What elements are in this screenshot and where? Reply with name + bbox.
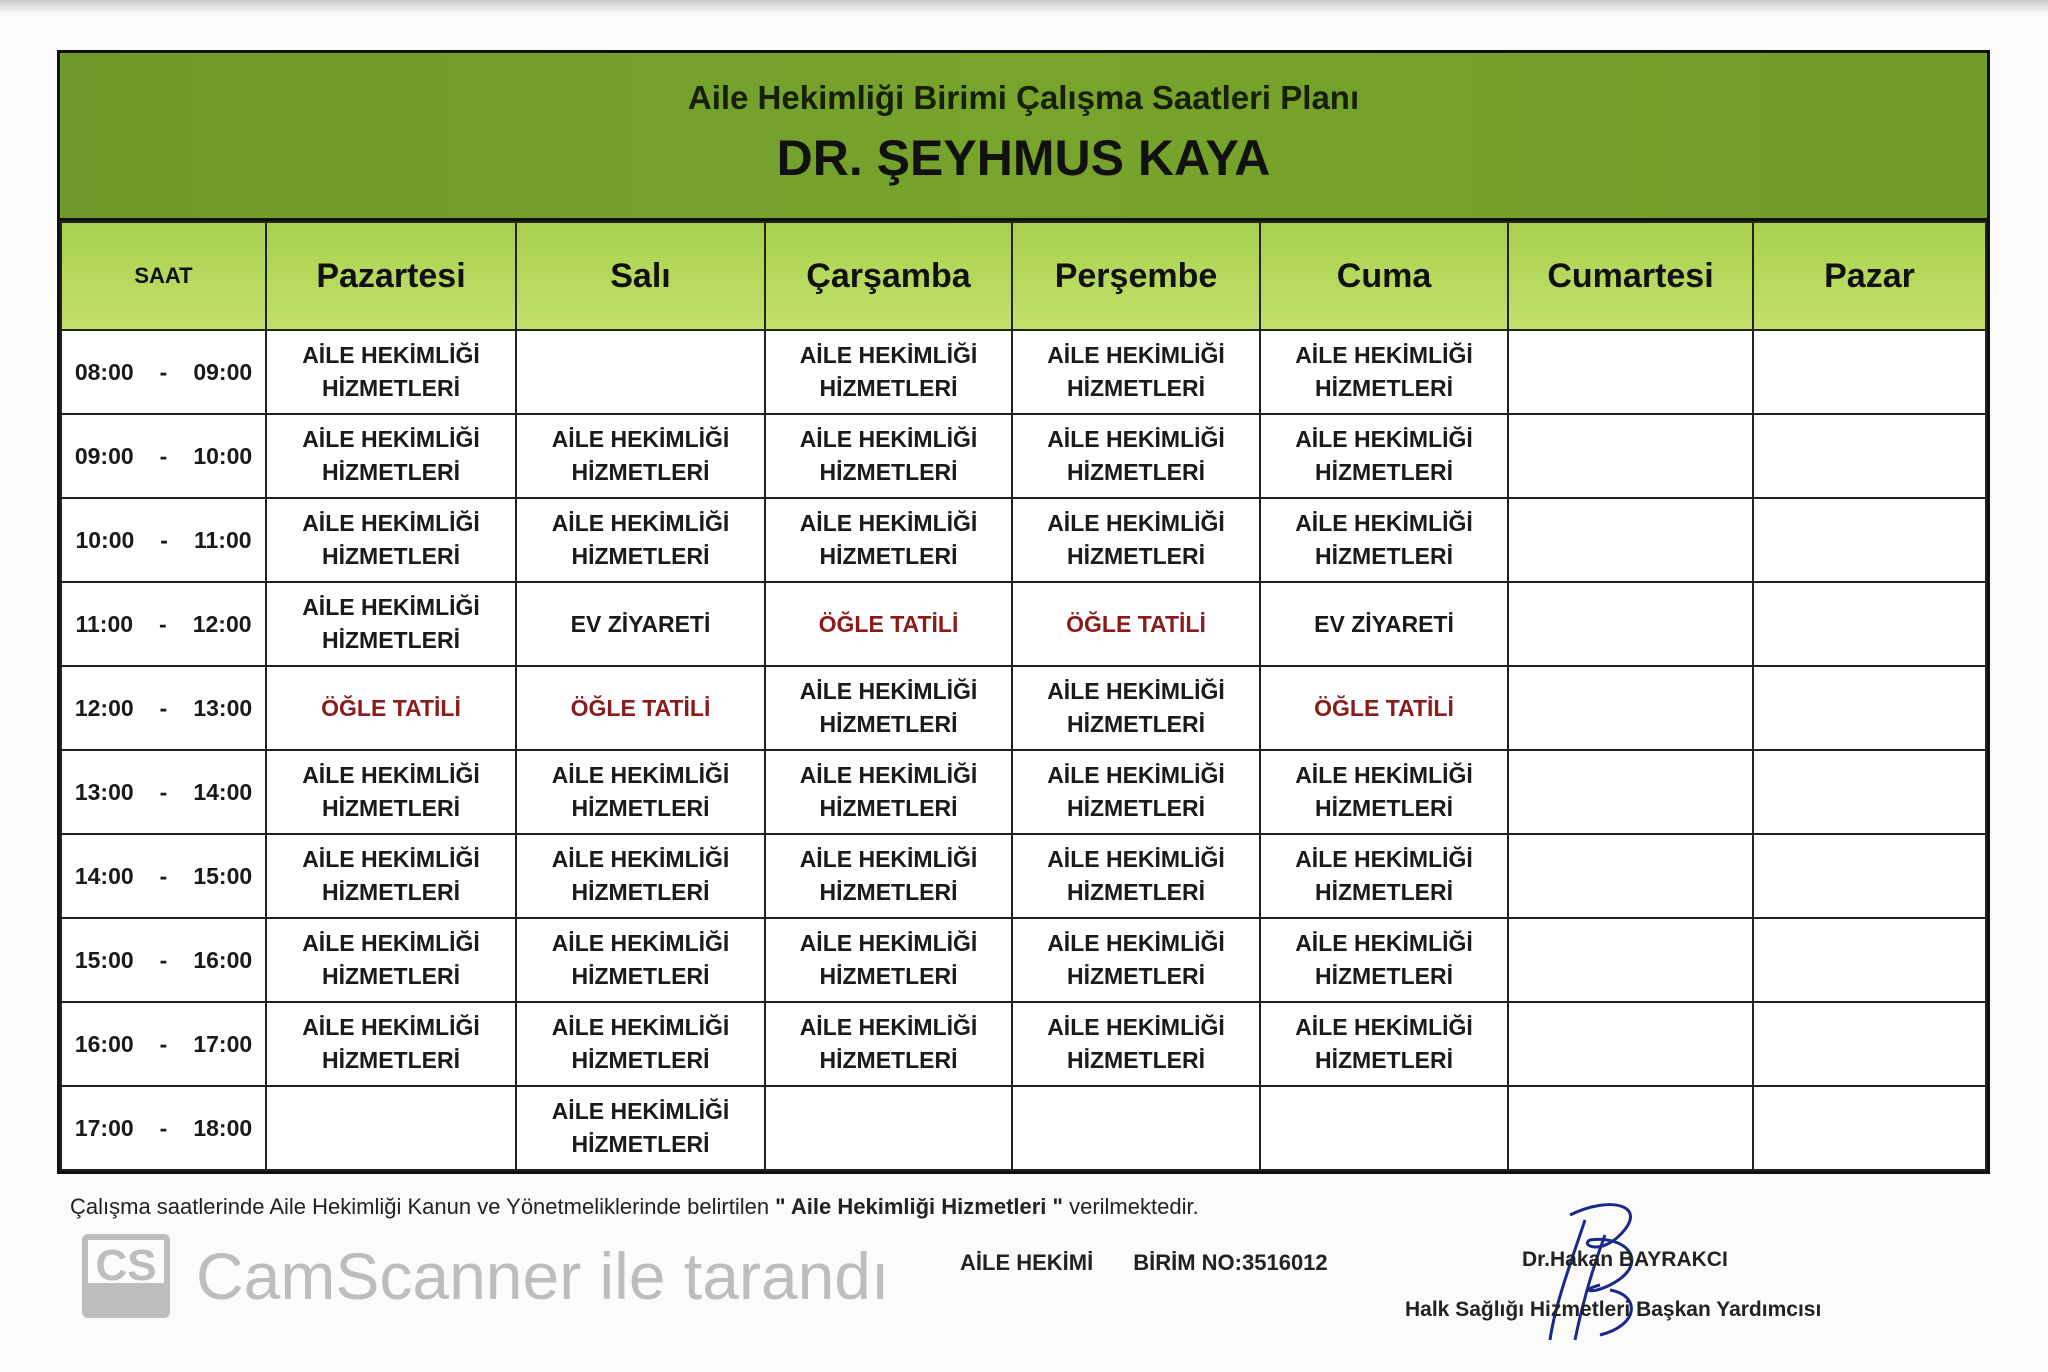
cell-text: HİZMETLERİ: [819, 879, 958, 905]
scan-edge-shadow: [0, 0, 2048, 14]
cell-text: HİZMETLERİ: [571, 795, 710, 821]
cell-text: HİZMETLERİ: [819, 711, 958, 737]
time-end: 13:00: [193, 694, 253, 721]
schedule-cell: [1260, 1002, 1508, 1086]
cell-text: AİLE HEKİMLİĞİ: [799, 426, 978, 452]
schedule-cell: [1753, 414, 1986, 498]
cell-text: HİZMETLERİ: [1315, 543, 1453, 569]
cell-text: AİLE HEKİMLİĞİ: [1047, 426, 1225, 452]
time-sep: -: [159, 946, 168, 973]
time-start: 16:00: [74, 1030, 134, 1057]
footer-note: [70, 1194, 1199, 1220]
cell-text: HİZMETLERİ: [1315, 1047, 1453, 1073]
schedule-cell: [516, 330, 765, 414]
time-cell: [61, 666, 266, 750]
schedule-cell: [1753, 330, 1986, 414]
cell-text: AİLE HEKİMLİĞİ: [799, 846, 978, 872]
cell-text: AİLE HEKİMLİĞİ: [1047, 930, 1225, 956]
schedule-cell: [266, 582, 516, 666]
schedule-cell: [1012, 582, 1260, 666]
cell-text: AİLE HEKİMLİĞİ: [302, 1014, 480, 1040]
schedule-cell: [1260, 918, 1508, 1002]
time-cell: [61, 582, 266, 666]
cell-text: AİLE HEKİMLİĞİ: [799, 510, 978, 536]
time-cell: [61, 414, 266, 498]
schedule-cell: [1753, 750, 1986, 834]
time-start: 09:00: [74, 442, 134, 469]
cell-text: AİLE HEKİMLİĞİ: [1295, 930, 1473, 956]
cell-text: AİLE HEKİMLİĞİ: [799, 1014, 978, 1040]
schedule-cell: [516, 414, 765, 498]
cell-text: AİLE HEKİMLİĞİ: [799, 762, 978, 788]
cell-text: AİLE HEKİMLİĞİ: [551, 426, 730, 452]
schedule-cell: [1508, 666, 1753, 750]
cell-text: EV ZİYARETİ: [1314, 610, 1454, 637]
cell-text: HİZMETLERİ: [1067, 1047, 1205, 1073]
stamp-unit: BİRİM NO:3516012: [1133, 1250, 1328, 1275]
schedule-cell: [1508, 498, 1753, 582]
schedule-cell: [516, 1002, 765, 1086]
time-cell: [61, 918, 266, 1002]
schedule-cell: [1508, 1086, 1753, 1170]
table-row: [61, 918, 1986, 1002]
cell-text: HİZMETLERİ: [819, 963, 958, 989]
note-prefix: Çalışma saatlerinde Aile Hekimliği Kanun ve Yönetmeliklerinde belirtilen: [70, 1194, 776, 1219]
time-start: 12:00: [74, 694, 134, 721]
signer-title: Halk Sağlığı Hizmetleri Başkan Yardımcısı: [1405, 1298, 1822, 1321]
column-header-saat: SAAT: [61, 222, 266, 330]
cell-text: HİZMETLERİ: [322, 459, 460, 485]
cell-text: AİLE HEKİMLİĞİ: [551, 510, 730, 536]
time-sep: -: [159, 1030, 168, 1057]
schedule-cell: [516, 666, 765, 750]
cell-text: AİLE HEKİMLİĞİ: [1295, 342, 1473, 368]
note-bold: " Aile Hekimliği Hizmetleri ": [775, 1194, 1063, 1219]
cell-text: AİLE HEKİMLİĞİ: [302, 510, 480, 536]
schedule-cell: [1753, 834, 1986, 918]
schedule-cell: [1753, 498, 1986, 582]
cell-text: HİZMETLERİ: [571, 1131, 710, 1157]
time-end: 15:00: [193, 862, 253, 889]
column-header-day: Cuma: [1260, 222, 1508, 330]
time-cell: [61, 750, 266, 834]
time-sep: -: [159, 358, 168, 385]
time-start: 15:00: [74, 946, 134, 973]
schedule-cell: [765, 414, 1012, 498]
column-header-day: Perşembe: [1012, 222, 1260, 330]
schedule-cell: [1260, 498, 1508, 582]
cell-text: AİLE HEKİMLİĞİ: [1295, 1014, 1473, 1040]
table-row: [61, 582, 1986, 666]
cell-text: ÖĞLE TATİLİ: [1066, 610, 1206, 637]
schedule-cell: [1508, 414, 1753, 498]
cell-text: HİZMETLERİ: [571, 543, 710, 569]
cell-text: HİZMETLERİ: [819, 543, 958, 569]
schedule-cell: [765, 1002, 1012, 1086]
cell-text: AİLE HEKİMLİĞİ: [799, 678, 978, 704]
cell-text: EV ZİYARETİ: [570, 610, 711, 637]
table-row: [61, 666, 1986, 750]
cell-text: HİZMETLERİ: [322, 879, 460, 905]
schedule-cell: [1260, 834, 1508, 918]
cell-text: AİLE HEKİMLİĞİ: [551, 846, 730, 872]
cell-text: HİZMETLERİ: [571, 459, 710, 485]
table-row: [61, 750, 1986, 834]
time-sep: -: [159, 610, 167, 637]
schedule-cell: [1753, 666, 1986, 750]
time-sep: -: [159, 442, 168, 469]
table-row: [61, 1086, 1986, 1170]
schedule-cell: [1260, 666, 1508, 750]
cell-text: HİZMETLERİ: [1067, 459, 1205, 485]
cell-text: ÖĞLE TATİLİ: [818, 610, 959, 637]
schedule-cell: [1508, 918, 1753, 1002]
watermark-text: CamScanner ile tarandı: [196, 1239, 890, 1313]
stamp-role: AİLE HEKİMİ: [960, 1250, 1094, 1275]
schedule-cell: [266, 1086, 516, 1170]
column-header-day: Cumartesi: [1508, 222, 1753, 330]
time-sep: -: [159, 862, 168, 889]
time-sep: -: [159, 694, 168, 721]
cell-text: AİLE HEKİMLİĞİ: [551, 1014, 730, 1040]
schedule-cell: [765, 750, 1012, 834]
schedule-cell: [1508, 834, 1753, 918]
time-end: 10:00: [193, 442, 253, 469]
cell-text: HİZMETLERİ: [819, 1047, 958, 1073]
time-end: 16:00: [193, 946, 253, 973]
cell-text: HİZMETLERİ: [1067, 963, 1205, 989]
time-end: 12:00: [192, 610, 252, 637]
schedule-cell: [1753, 582, 1986, 666]
time-start: 11:00: [75, 610, 134, 637]
schedule-cell: [765, 666, 1012, 750]
cell-text: HİZMETLERİ: [1067, 543, 1205, 569]
schedule-cell: [765, 918, 1012, 1002]
schedule-cell: [1012, 330, 1260, 414]
schedule-cell: [1012, 498, 1260, 582]
day-header-row: [61, 222, 1986, 330]
schedule-cell: [1260, 330, 1508, 414]
schedule-cell: [1508, 1002, 1753, 1086]
time-cell: [61, 1086, 266, 1170]
cell-text: ÖĞLE TATİLİ: [1314, 694, 1454, 721]
cell-text: HİZMETLERİ: [322, 543, 460, 569]
schedule-cell: [516, 750, 765, 834]
cell-text: AİLE HEKİMLİĞİ: [1047, 510, 1225, 536]
cell-text: AİLE HEKİMLİĞİ: [1047, 342, 1225, 368]
schedule-cell: [765, 834, 1012, 918]
time-sep: -: [160, 526, 168, 553]
table-row: [61, 834, 1986, 918]
time-cell: [61, 498, 266, 582]
cell-text: HİZMETLERİ: [322, 963, 460, 989]
title-band: [60, 53, 1987, 221]
cell-text: HİZMETLERİ: [819, 375, 958, 401]
cell-text: HİZMETLERİ: [1067, 375, 1205, 401]
cell-text: AİLE HEKİMLİĞİ: [1295, 426, 1473, 452]
table-row: [61, 1002, 1986, 1086]
cell-text: HİZMETLERİ: [322, 795, 460, 821]
time-start: 13:00: [74, 778, 134, 805]
cell-text: HİZMETLERİ: [1067, 795, 1205, 821]
schedule-cell: [1012, 1086, 1260, 1170]
cell-text: AİLE HEKİMLİĞİ: [551, 930, 730, 956]
cell-text: AİLE HEKİMLİĞİ: [302, 594, 480, 620]
note-suffix: verilmektedir.: [1062, 1194, 1199, 1219]
cell-text: HİZMETLERİ: [1315, 459, 1453, 485]
cell-text: AİLE HEKİMLİĞİ: [1047, 762, 1225, 788]
cell-text: AİLE HEKİMLİĞİ: [302, 342, 480, 368]
cell-text: HİZMETLERİ: [571, 963, 710, 989]
schedule-cell: [516, 918, 765, 1002]
cell-text: HİZMETLERİ: [571, 879, 710, 905]
column-header-day: Çarşamba: [765, 222, 1012, 330]
time-sep: -: [159, 1114, 168, 1141]
cell-text: ÖĞLE TATİLİ: [570, 694, 711, 721]
cell-text: AİLE HEKİMLİĞİ: [302, 426, 480, 452]
time-end: 09:00: [193, 358, 253, 385]
cell-text: AİLE HEKİMLİĞİ: [1295, 762, 1473, 788]
camscanner-watermark: [82, 1234, 889, 1318]
time-cell: [61, 330, 266, 414]
time-start: 14:00: [74, 862, 134, 889]
cell-text: HİZMETLERİ: [322, 375, 460, 401]
cell-text: AİLE HEKİMLİĞİ: [1295, 846, 1473, 872]
schedule-cell: [1012, 666, 1260, 750]
schedule-cell: [765, 498, 1012, 582]
cell-text: AİLE HEKİMLİĞİ: [799, 930, 978, 956]
schedule-cell: [266, 330, 516, 414]
cell-text: ÖĞLE TATİLİ: [321, 694, 461, 721]
schedule-cell: [1012, 918, 1260, 1002]
schedule-cell: [1012, 834, 1260, 918]
cell-text: HİZMETLERİ: [819, 795, 958, 821]
cell-text: HİZMETLERİ: [1315, 375, 1453, 401]
cell-text: HİZMETLERİ: [1067, 879, 1205, 905]
table-row: [61, 414, 1986, 498]
schedule-cell: [1012, 1002, 1260, 1086]
schedule-cell: [266, 750, 516, 834]
doctor-name: DR. ŞEYHMUS KAYA: [776, 130, 1271, 186]
schedule-cell: [266, 1002, 516, 1086]
column-header-day: Pazar: [1753, 222, 1986, 330]
schedule-cell: [1260, 582, 1508, 666]
document-title: Aile Hekimliği Birimi Çalışma Saatleri Planı: [687, 79, 1360, 116]
time-cell: [61, 834, 266, 918]
cell-text: HİZMETLERİ: [322, 627, 460, 653]
time-end: 17:00: [193, 1030, 253, 1057]
schedule-cell: [266, 918, 516, 1002]
schedule-cell: [266, 498, 516, 582]
schedule-cell: [516, 1086, 765, 1170]
schedule-cell: [1753, 918, 1986, 1002]
schedule-cell: [1753, 1086, 1986, 1170]
time-start: 08:00: [74, 358, 134, 385]
table-row: [61, 330, 1986, 414]
schedule-cell: [1012, 750, 1260, 834]
cell-text: HİZMETLERİ: [1315, 963, 1453, 989]
schedule-cell: [1012, 414, 1260, 498]
time-end: 18:00: [193, 1114, 253, 1141]
schedule-cell: [266, 414, 516, 498]
time-start: 10:00: [75, 526, 135, 553]
cell-text: HİZMETLERİ: [1315, 795, 1453, 821]
cell-text: AİLE HEKİMLİĞİ: [1047, 846, 1225, 872]
schedule-cell: [765, 1086, 1012, 1170]
schedule-cell: [516, 498, 765, 582]
schedule-cell: [1508, 750, 1753, 834]
cell-text: AİLE HEKİMLİĞİ: [302, 930, 480, 956]
cell-text: AİLE HEKİMLİĞİ: [551, 1098, 730, 1124]
time-end: 14:00: [193, 778, 253, 805]
cell-text: AİLE HEKİMLİĞİ: [551, 762, 730, 788]
time-sep: -: [159, 778, 168, 805]
schedule-cell: [765, 582, 1012, 666]
schedule-cell: [1260, 1086, 1508, 1170]
schedule-sheet: [57, 50, 1990, 1174]
stamp: [960, 1250, 1368, 1276]
cell-text: HİZMETLERİ: [819, 459, 958, 485]
schedule-cell: [765, 330, 1012, 414]
schedule-table: [60, 221, 1987, 1171]
time-cell: [61, 1002, 266, 1086]
cell-text: AİLE HEKİMLİĞİ: [1295, 510, 1473, 536]
schedule-cell: [1260, 750, 1508, 834]
column-header-day: Salı: [516, 222, 765, 330]
cell-text: AİLE HEKİMLİĞİ: [799, 342, 978, 368]
time-end: 11:00: [193, 526, 252, 553]
cell-text: AİLE HEKİMLİĞİ: [302, 762, 480, 788]
table-row: [61, 498, 1986, 582]
cell-text: HİZMETLERİ: [571, 1047, 710, 1073]
cell-text: HİZMETLERİ: [322, 1047, 460, 1073]
column-header-day: Pazartesi: [266, 222, 516, 330]
schedule-cell: [1753, 1002, 1986, 1086]
schedule-cell: [1508, 330, 1753, 414]
schedule-cell: [1508, 582, 1753, 666]
cell-text: AİLE HEKİMLİĞİ: [1047, 1014, 1225, 1040]
cell-text: HİZMETLERİ: [1067, 711, 1205, 737]
schedule-cell: [516, 582, 765, 666]
cell-text: AİLE HEKİMLİĞİ: [302, 846, 480, 872]
signer-name: Dr.Hakan BAYRAKCI: [1522, 1248, 1728, 1271]
schedule-cell: [266, 834, 516, 918]
schedule-cell: [266, 666, 516, 750]
cell-text: HİZMETLERİ: [1315, 879, 1453, 905]
schedule-cell: [1260, 414, 1508, 498]
camscanner-logo-icon: CS: [82, 1234, 170, 1318]
cell-text: AİLE HEKİMLİĞİ: [1047, 678, 1225, 704]
time-start: 17:00: [74, 1114, 134, 1141]
schedule-cell: [516, 834, 765, 918]
